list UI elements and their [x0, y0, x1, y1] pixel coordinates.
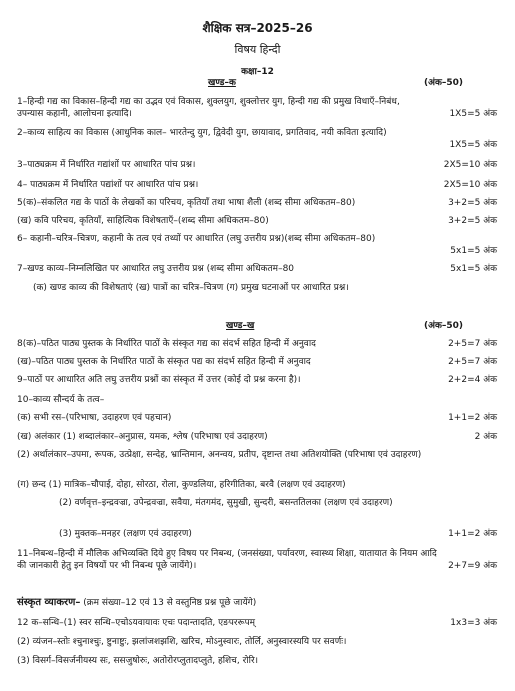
item-text: (ख) अलंकार (1) शब्दालंकार–अनुप्रास, यमक, श्लेष (परिभाषा एवं उदाहरण): [17, 432, 268, 442]
section-kha-marks: (अंक–50): [423, 321, 463, 331]
item-marks: 3+2=5 अंक: [448, 198, 497, 208]
item-text: 3–पाठ्यक्रम में निर्धारित गद्यांशों पर आधारित पांच प्रश्न।: [17, 160, 196, 170]
item-text: (क) खण्ड काव्य की विशेषताएं (ख) पात्रों का चरित्र–चित्रण (ग) प्रमुख घटनाओं पर आधारित प्रश्न।: [33, 283, 349, 293]
item-text: 11–निबन्ध–हिन्दी में मौलिक अभिव्यक्ति दिये हुए विषय पर निबन्ध, (जनसंख्या, पर्यावरण, स्वास्थ्य शिक्षा, यातायात के नियम आदि की जानकारी हेतु इन विषयों पर भी निबन्ध पूछे जायेंगे)।: [17, 549, 437, 571]
item-marks: 5x1=5 अंक: [450, 246, 497, 256]
item-marks: 1+1=2 अंक: [448, 529, 497, 539]
item-text: 5(क)–संकलित गद्य के पाठों के लेखकों का परिचय, कृतियाँ तथा भाषा शैली (शब्द सीमा अधिकतम–80): [17, 198, 356, 208]
section-ka-marks: (अंक–50): [423, 78, 463, 88]
section-ka-title: खण्ड–क: [208, 78, 236, 88]
item-marks: 1X5=5 अंक: [449, 140, 497, 150]
item-marks: 2X5=10 अंक: [443, 180, 497, 190]
class-title: कक्षा–12: [241, 67, 274, 77]
item-text: (3) मुक्तक–मनहर (लक्षण एवं उदाहरण): [59, 529, 192, 539]
item-marks: 1X5=5 अंक: [449, 109, 497, 119]
item-text: (क) सभी रस–(परिभाषा, उदाहरण एवं पहचान): [17, 413, 172, 423]
item-text: (3) विसर्ग–विसर्जनीयस्य सः, ससजुषोरुः, अतोरोरप्लुतादप्लुते, हशिच, रोरि।: [17, 656, 259, 666]
item-marks: 2+5=7 अंक: [448, 357, 497, 367]
section-ka-heading: [0, 77, 515, 89]
item-marks: 2 अंक: [474, 432, 497, 442]
item-marks: 5x1=5 अंक: [450, 264, 497, 274]
item-text: (2) वर्णवृत्त–इन्द्रवज्रा, उपेन्द्रवज्रा, सवैया, मंतगमंद, सुमुखी, सुन्दरी, बसन्ततिलका (लक्षण एवं उदाहरण): [59, 498, 393, 508]
item-text: (ग) छन्द (1) मात्रिक–चौपाई, दोहा, सोरठा, रोला, कुण्डलिया, हरिगीतिका, बरवै (लक्षण एवं उदाहरण): [17, 480, 346, 490]
item-text: 8(क)–पठित पाठ्य पुस्तक के निर्धारित पाठों के संस्कृत गद्य का संदर्भ सहित हिन्दी में अनुवाद: [17, 339, 316, 349]
item-text: (ख)–पठित पाठ्य पुस्तक के निर्धारित पाठों के संस्कृत पद्य का संदर्भ सहित हिन्दी में अनुवाद: [17, 357, 311, 367]
item-marks: 1+1=2 अंक: [448, 413, 497, 423]
sanskrit-note: (क्रम संख्या–12 एवं 13 से वस्तुनिष्ठ प्रश्न पूछे जायेंगे): [83, 598, 257, 608]
section-kha-title: खण्ड–ख: [226, 321, 255, 331]
item-marks: 2+7=9 अंक: [448, 561, 497, 571]
item-marks: 2X5=10 अंक: [443, 160, 497, 170]
item-text: 2–काव्य साहित्य का विकास (आधुनिक काल– भारतेन्दु युग, द्विवेदी युग, छायावाद, प्रगतिवाद, नयी कविता इत्यादि): [17, 128, 387, 138]
item-text: 12 क–सन्धि–(1) स्वर सन्धि–एचोऽयवायावः एचः पदान्तादति, एङपररूपम्: [17, 618, 256, 628]
sanskrit-heading: [17, 597, 256, 609]
item-text: 6– कहानी–चरित्र–चित्रण, कहानी के तत्व एवं तथ्यों पर आधारित (लघु उत्तरीय प्रश्न)(शब्द सीमा अधिकतम–80): [17, 234, 376, 244]
item-marks: 2+5=7 अंक: [448, 339, 497, 349]
sanskrit-title: संस्कृत व्याकरण–: [17, 597, 81, 608]
subject-title: विषय हिन्दी: [234, 43, 281, 56]
session-title: शैक्षिक सत्र–2025–26: [202, 21, 313, 35]
item-text: 7–खण्ड काव्य–निम्नलिखित पर आधारित लघु उत्तरीय प्रश्न (शब्द सीमा अधिकतम–80: [17, 264, 295, 274]
item-marks: 1x3=3 अंक: [450, 618, 497, 628]
item-text: (2) अर्थालंकार–उपमा, रूपक, उत्प्रेक्षा, सन्देह, भ्रान्तिमान, अनन्वय, प्रतीप, दृष्टान्त तथा अतिशयोक्ति (परिभाषा एवं उदाहरण): [17, 450, 422, 460]
item-text: (ख) कवि परिचय, कृतियाँ, साहित्यिक विशेषताएँ–(शब्द सीमा अधिकतम–80): [17, 216, 269, 226]
item-text: 4– पाठ्यक्रम में निर्धारित पद्यांशों पर आधारित पांच प्रश्न।: [17, 180, 199, 190]
item-marks: 3+2=5 अंक: [448, 216, 497, 226]
item-text: 10–काव्य सौन्दर्य के तत्व–: [17, 395, 105, 405]
item-text: 9–पाठों पर आधारित अति लघु उत्तरीय प्रश्नों का संस्कृत में उत्तर (कोई दो प्रश्न करना है)।: [17, 375, 301, 385]
item-text: (2) व्यंजन–स्तोः श्चुनाश्चुः, ष्टुनाष्टुः, झलांजशझशि, खरिच, मोऽनुस्वारः, तोर्लि, अनुस्वारस्ययि पर सवर्णः।: [17, 637, 347, 647]
item-marks: 2+2=4 अंक: [448, 375, 497, 385]
item-text: 1–हिन्दी गद्य का विकास–हिन्दी गद्य का उद्भव एवं विकास, शुक्लयुग, शुक्लोत्तर युग, हिन्दी गद्य की प्रमुख विधाएँ–निबंध, उपन्यास कहानी, आलोचना इत्यादि।: [17, 97, 400, 119]
section-kha-heading: [0, 320, 515, 332]
